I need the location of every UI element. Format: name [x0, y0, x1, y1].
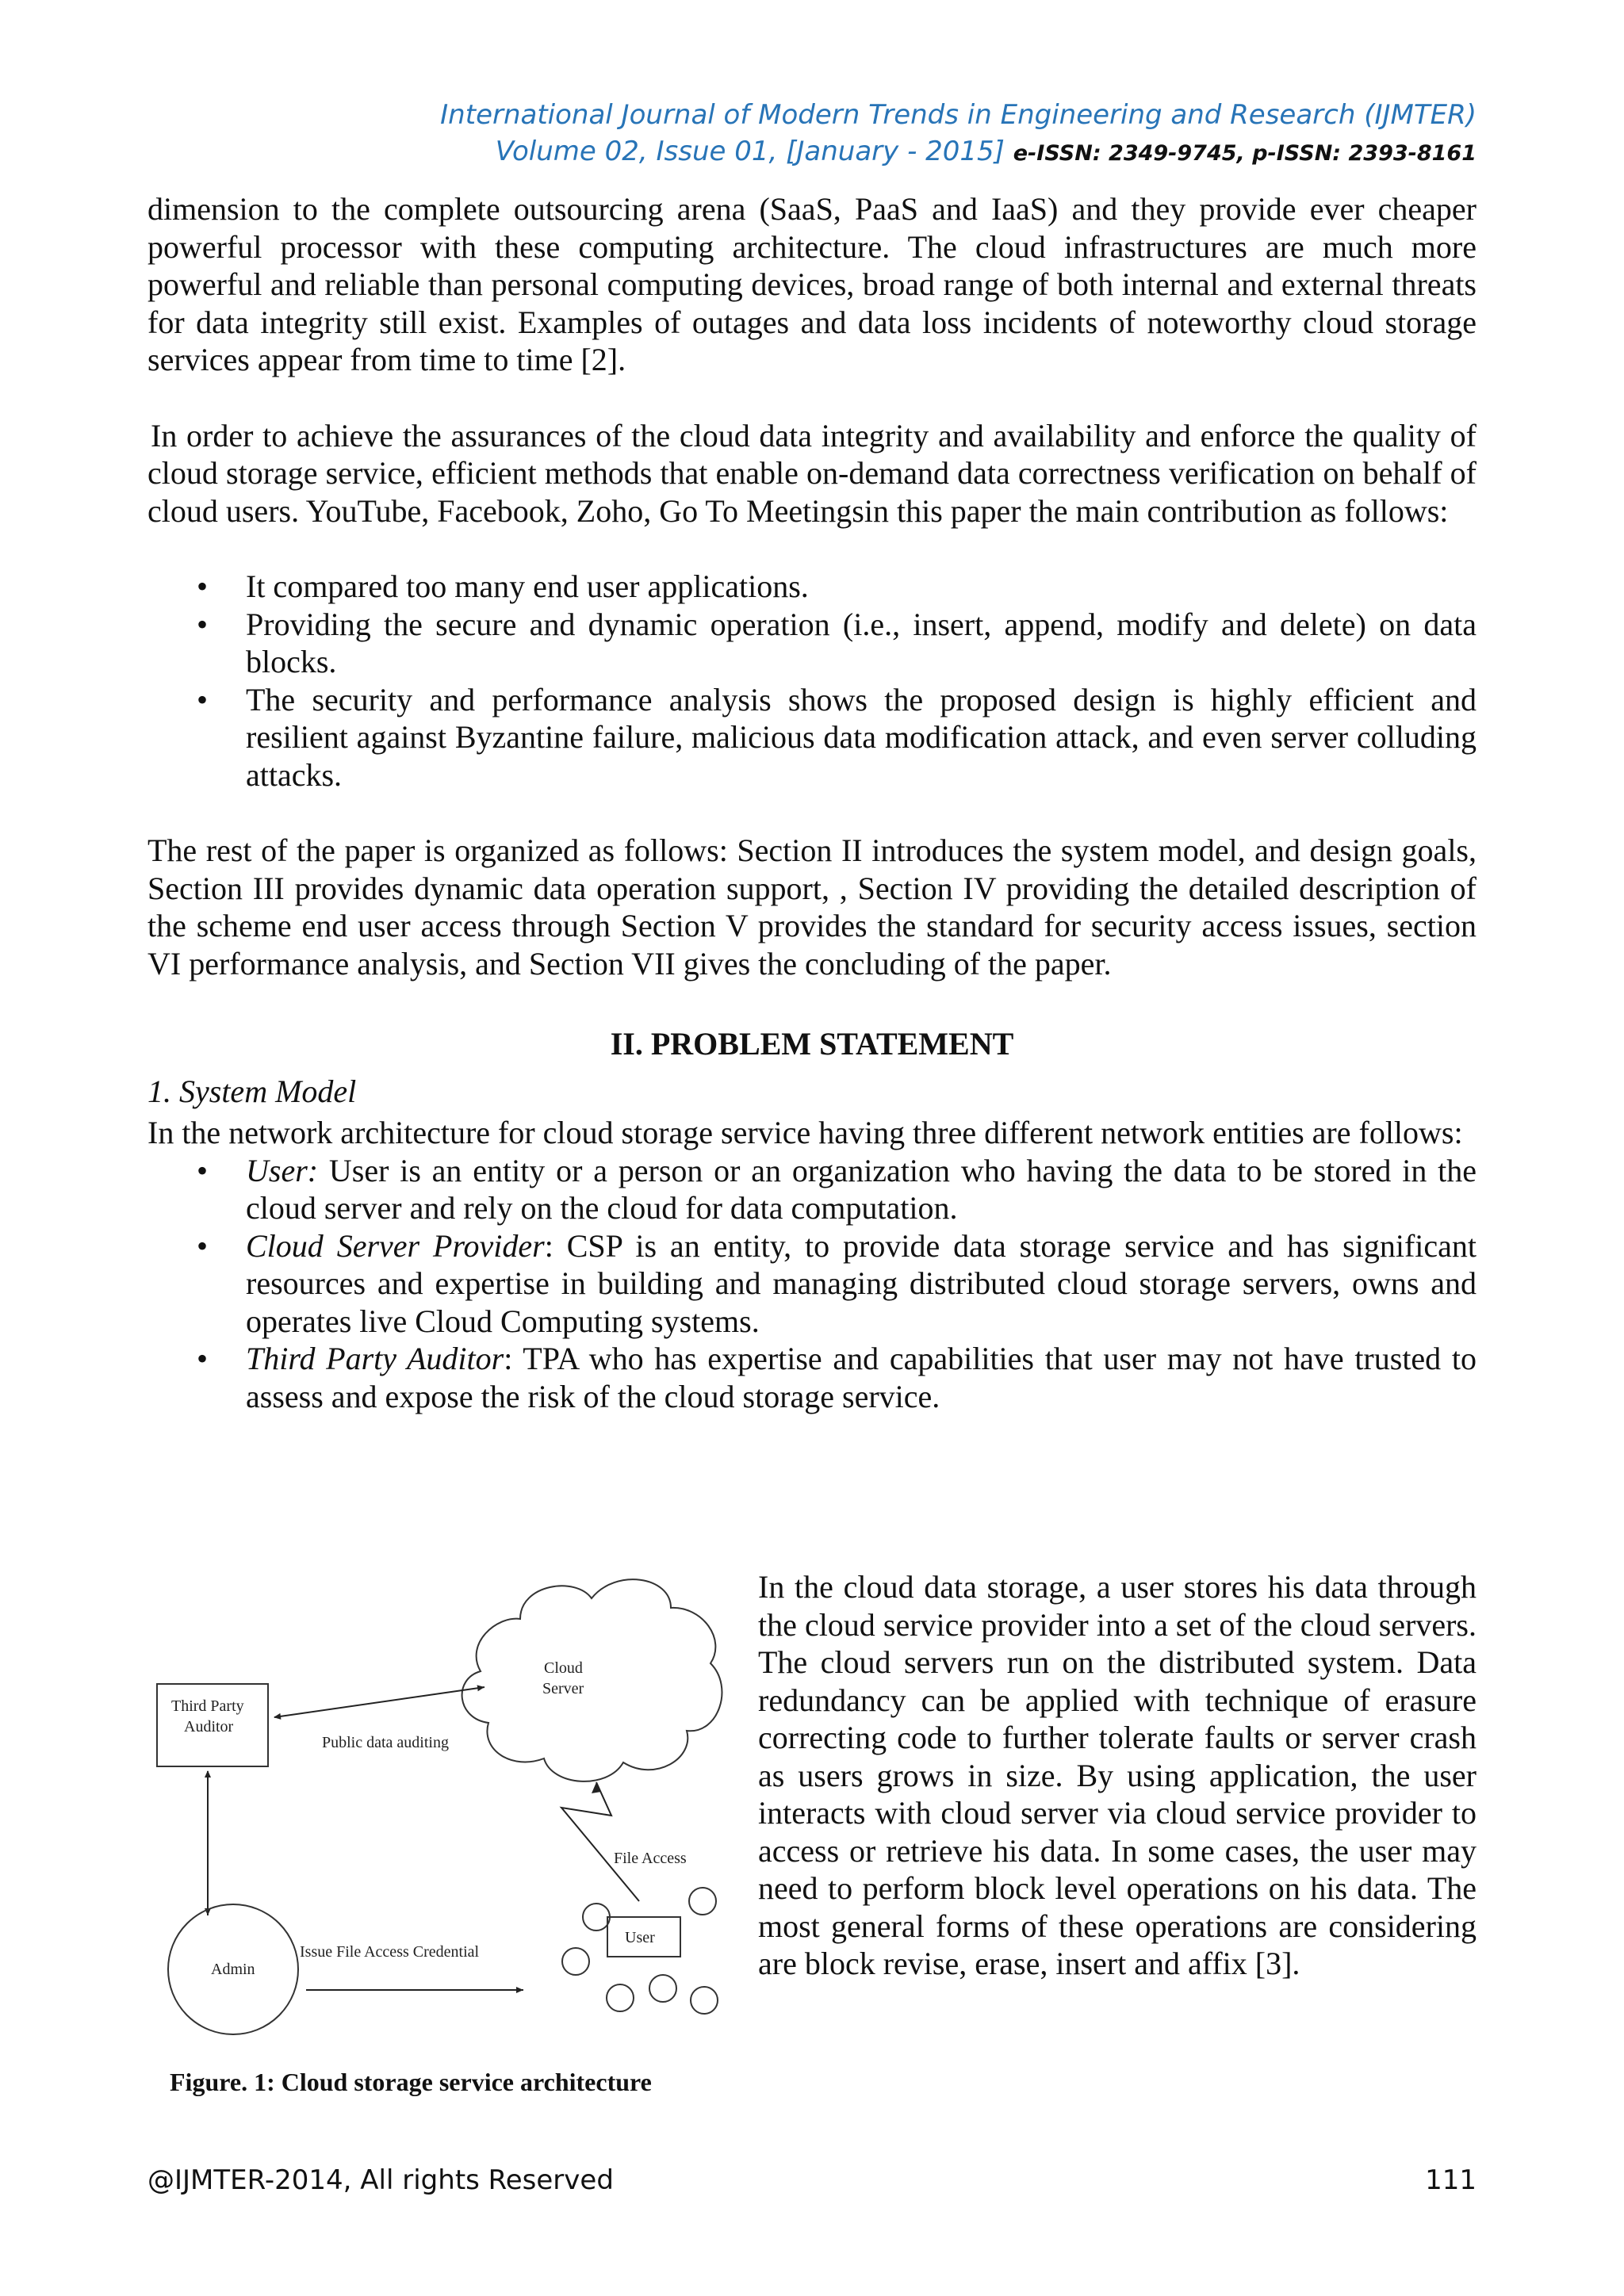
architecture-figure	[147, 1568, 742, 2107]
page-number: 111	[1425, 2164, 1477, 2196]
paragraph-cloud-storage: In the cloud data storage, a user stores his data through the cloud service provider into a set of the cloud servers. The cloud servers run on the distributed system. Data redundancy can be applied with technique of erasure correcting code to further tolerate faults or server crash as users grows in size. By using application, the user interacts with cloud server via cloud service provider to access or retrieve his data. In some cases, the user may need to perform block level operations on his data. The most general forms of these operations are considering are block revise, erase, insert and affix [3].	[758, 1569, 1477, 1981]
user-circle	[689, 1888, 716, 1915]
file-access-label: File Access	[614, 1850, 687, 1867]
journal-header	[440, 97, 1477, 172]
journal-title: International Journal of Modern Trends in Engineering and Research (IJMTER)	[440, 99, 1477, 131]
paragraph-architecture: In the network architecture for cloud storage service having three different network entities are follows:	[147, 1115, 1463, 1150]
cloud-shape	[462, 1579, 722, 1781]
entity-term: Third Party Auditor	[246, 1341, 504, 1376]
entity-term: Cloud Server Provider	[246, 1227, 545, 1264]
list-item	[147, 1152, 1477, 1227]
architecture-diagram	[147, 1568, 742, 2060]
admin-label: Admin	[211, 1961, 255, 1978]
user-circle	[562, 1948, 589, 1975]
list-item: • It compared too many end user applications.	[147, 568, 1477, 606]
page-body	[147, 190, 1477, 1415]
list-item	[147, 1227, 1477, 1341]
paragraph-organization: The rest of the paper is organized as follows: Section II introduces the system model, and design goals, Section III provides dynamic data operation support, , Section IV providing the detailed description of the scheme end user access through Section V provides the standard for security access issues, section VI performance analysis, and Section VII gives the concluding of the paper.	[147, 832, 1477, 982]
user-label: User	[625, 1929, 655, 1946]
contribution-list	[147, 568, 1477, 794]
section-title: II. PROBLEM STATEMENT	[610, 1026, 1014, 1062]
journal-issn: e-ISSN: 2349-9745, p-ISSN: 2393-8161	[1013, 141, 1477, 166]
paragraph-intro: dimension to the complete outsourcing arena (SaaS, PaaS and IaaS) and they provide ever cheaper powerful processor with these computing architecture. The cloud infrastructures are much more powerful and reliable than personal computing devices, broad range of both internal and external threats for data integrity still exist. Examples of outages and data loss incidents of noteworthy cloud storage services appear from time to time [2].	[147, 191, 1477, 377]
user-circle	[649, 1975, 676, 2002]
credential-label: Issue File Access Credential	[300, 1943, 480, 1961]
paragraph-contribution: In order to achieve the assurances of the cloud data integrity and availability and enforce the quality of cloud storage service, efficient methods that enable on-demand data correctness verification on behalf of cloud users. YouTube, Facebook, Zoho, Go To Meetingsin this paper the main contribution as follows:	[147, 417, 1477, 529]
journal-volume: Volume 02, Issue 01, [January - 2015]	[495, 136, 1005, 167]
tpa-label: Auditor	[184, 1718, 234, 1735]
entity-text: User is an entity or a person or an organization who having the data to be stored in the cloud server and rely on the cloud for data computation.	[246, 1152, 1477, 1226]
list-item: • The security and performance analysis shows the proposed design is highly efficient and resilient against Byzantine failure, malicious data modification attack, and even server colluding attacks.	[147, 681, 1477, 794]
subsection-title: 1. System Model	[147, 1073, 357, 1109]
user-circle	[607, 1984, 634, 2011]
entity-list	[147, 1152, 1477, 1416]
auditing-arrow	[274, 1687, 485, 1717]
list-item	[147, 1340, 1477, 1415]
tpa-label: Third Party	[171, 1697, 244, 1715]
user-circle	[691, 1987, 718, 2014]
entity-term: User:	[246, 1152, 319, 1188]
journal-volume-line	[440, 133, 1477, 172]
auditing-label: Public data auditing	[322, 1734, 449, 1751]
cloud-label: Cloud	[544, 1659, 583, 1677]
cloud-label: Server	[542, 1680, 584, 1697]
figure-caption: Figure. 1: Cloud storage service architecture	[170, 2068, 652, 2096]
entity-text: : CSP is an entity, to provide data storage service and has significant resources and expertise in building and managing distributed cloud storage servers, owns and operates live Cloud Computing systems.	[246, 1227, 1477, 1339]
file-access-line	[561, 1782, 639, 1901]
entity-text: : TPA who has expertise and capabilities that user may not have trusted to assess and expose the risk of the cloud storage service.	[246, 1341, 1477, 1414]
figure-row	[147, 1568, 1477, 2107]
list-item: • Providing the secure and dynamic operation (i.e., insert, append, modify and delete) on data blocks.	[147, 606, 1477, 681]
user-circle	[583, 1904, 610, 1931]
copyright: @IJMTER-2014, All rights Reserved	[147, 2164, 614, 2196]
